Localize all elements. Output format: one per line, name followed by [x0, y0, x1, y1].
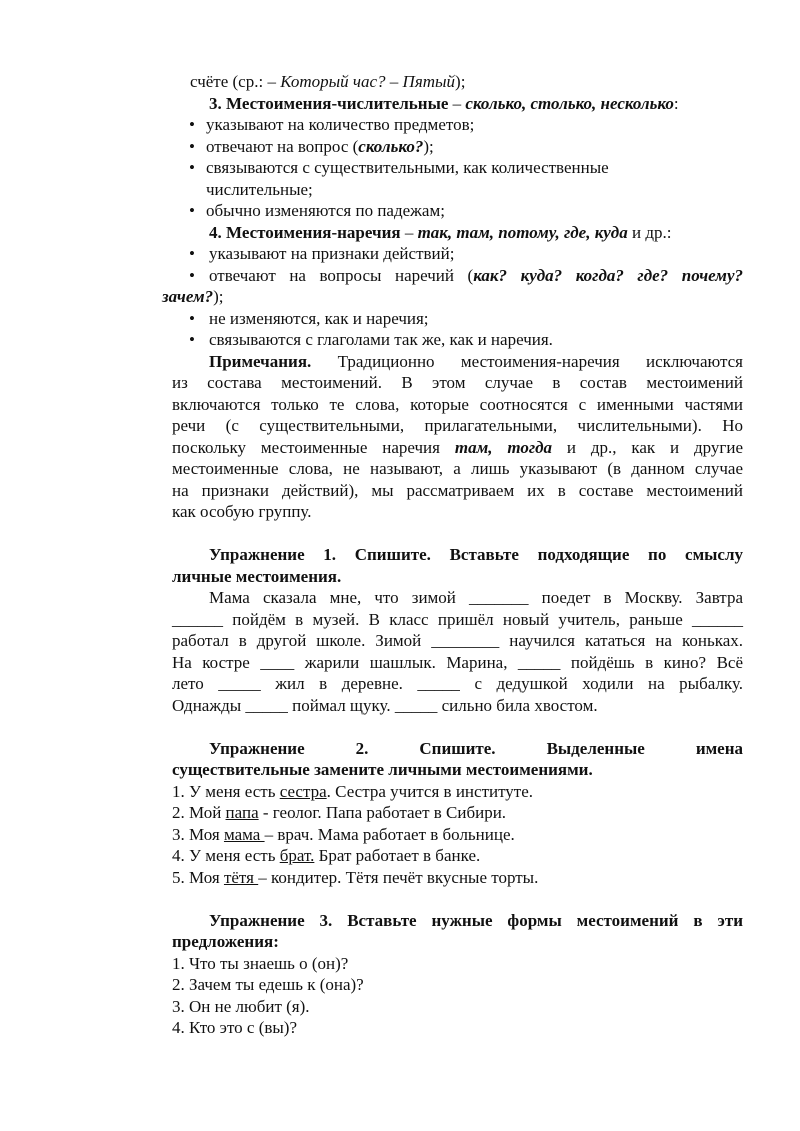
exercise-1-title: Упражнение 1. Спишите. Вставьте подходящие по смыслу [209, 545, 743, 564]
note-line: речи (с существительными, прилагательными, числительными). Но [172, 416, 743, 435]
list-item: • обычно изменяются по падежам; [189, 201, 445, 220]
bullet-icon: • [189, 136, 195, 156]
list-item: • указывают на признаки действий; [189, 244, 455, 263]
bullet-icon: • [189, 244, 195, 263]
exercise-2-item: 4. У меня есть брат. Брат работает в банке. [172, 846, 481, 865]
exercise-1-text: Мама сказала мне, что зимой _______ поедет в Москву. Завтра [209, 588, 743, 607]
document-page [162, 71, 744, 1039]
list-item: • указывают на количество предметов; [189, 115, 475, 134]
exercise-1-text: работал в другой школе. Зимой ________ научился кататься на коньках. [172, 631, 743, 650]
exercise-3-title: Упражнение 3. Вставьте нужные формы местоимений в эти [209, 910, 743, 930]
bullet-icon: • [189, 115, 195, 134]
list-item-continuation: зачем?); [162, 287, 224, 306]
note-paragraph: Примечания. Традиционно местоимения-наречия исключаются [209, 351, 743, 371]
bullet-icon: • [189, 201, 195, 220]
exercise-1-text: ______ пойдём в музей. В класс пришёл новый учитель, раньше ______ [172, 609, 743, 629]
exercise-1-text: Однажды _____ поймал щуку. _____ сильно била хвостом. [172, 695, 598, 715]
note-line: поскольку местоименные наречия там, тогда и др., как и другие [172, 437, 744, 457]
exercise-2-item: 3. Моя мама – врач. Мама работает в больнице. [172, 824, 515, 844]
exercise-1-text: лето _____ жил в деревне. _____ с дедушкой ходили на рыбалку. [172, 674, 743, 693]
list-item-continuation: числительные; [206, 179, 313, 199]
note-line: как особую группу. [172, 502, 312, 521]
exercise-2-item: 1. У меня есть сестра. Сестра учится в институте. [172, 781, 534, 801]
exercise-2-item: 2. Мой папа - геолог. Папа работает в Сибири. [172, 803, 507, 822]
exercise-3-title-cont: предложения: [172, 932, 279, 951]
bullet-icon: • [189, 330, 195, 349]
section-heading-numeral-pronouns: 3. Местоимения-числительные – сколько, столько, несколько: [209, 93, 679, 113]
note-line: местоименные слова, не называют, а лишь указывают (в данном случае [172, 459, 743, 478]
bullet-icon: • [189, 158, 195, 177]
exercise-1-title-cont: личные местоимения. [172, 566, 342, 586]
exercise-3-item: 4. Кто это с (вы)? [172, 1018, 298, 1037]
bullet-icon: • [189, 308, 195, 328]
list-item: • не изменяются, как и наречия; [189, 308, 429, 328]
list-item: • связываются с существительными, как количественные [189, 158, 609, 177]
exercise-3-item: 2. Зачем ты едешь к (она)? [172, 975, 364, 994]
list-item: • отвечают на вопросы наречий (как? куда? когда? где? почему? [189, 265, 743, 285]
section-heading-adverb-pronouns: 4. Местоимения-наречия – так, там, потому, где, куда и др.: [209, 222, 672, 242]
note-line: включаются только те слова, которые соотносятся с именными частями [172, 394, 743, 414]
note-line: из состава местоимений. В этом случае в состав местоимений [172, 373, 743, 392]
exercise-3-item: 3. Он не любит (я). [172, 996, 310, 1016]
text-line: счёте (ср.: – Который час? – Пятый); [190, 72, 466, 91]
exercise-1-text: На костре ____ жарили шашлык. Марина, _____ пойдёшь в кино? Всё [172, 652, 743, 672]
exercise-3-item: 1. Что ты знаешь о (он)? [172, 953, 349, 973]
exercise-2-item: 5. Моя тётя – кондитер. Тётя печёт вкусные торты. [172, 867, 539, 887]
exercise-2-title: Упражнение 2. Спишите. Выделенные имена [209, 738, 744, 758]
note-line: на признаки действий), мы рассматриваем их в составе местоимений [172, 480, 743, 500]
bullet-icon: • [189, 265, 195, 285]
list-item: • связываются с глаголами так же, как и наречия. [189, 330, 553, 349]
exercise-2-title-cont: существительные замените личными местоимениями. [172, 760, 593, 779]
list-item: • отвечают на вопрос (сколько?); [189, 136, 434, 156]
